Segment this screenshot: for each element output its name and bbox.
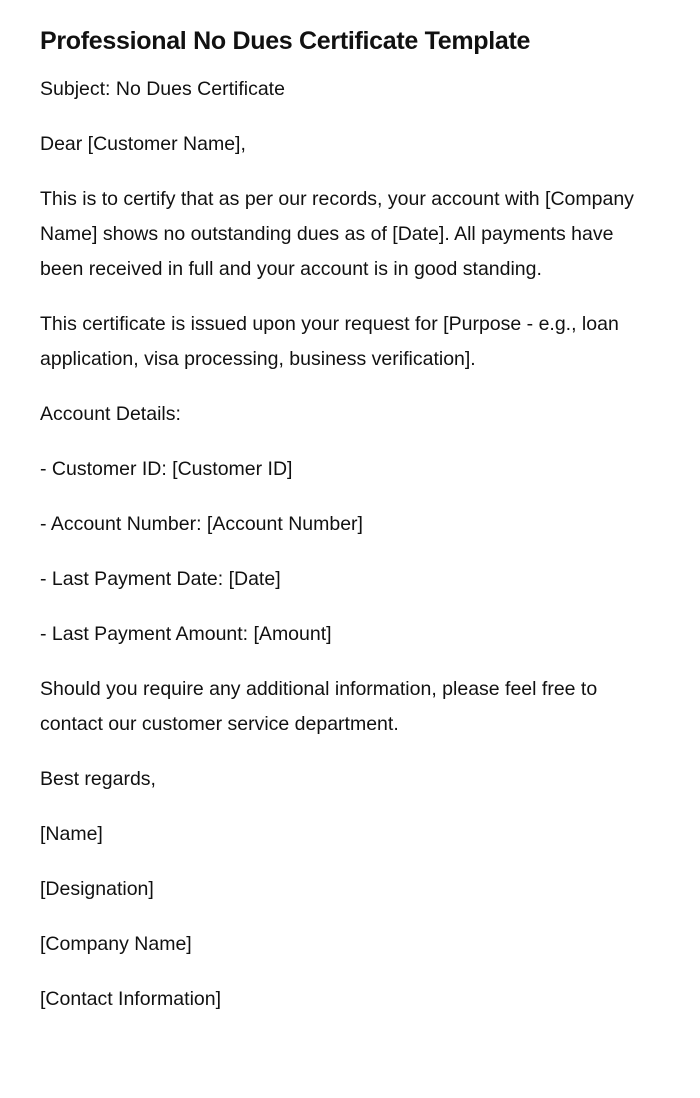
body-paragraph: Should you require any additional information, please feel free to contact our customer service department.	[40, 678, 598, 735]
subject-line: Subject: No Dues Certificate	[40, 78, 285, 100]
detail-item: - Last Payment Amount: [Amount]	[40, 623, 332, 645]
detail-item: - Customer ID: [Customer ID]	[40, 458, 293, 480]
document-title: Professional No Dues Certificate Template	[40, 27, 531, 55]
signature-designation: [Designation]	[40, 878, 154, 900]
detail-item: - Last Payment Date: [Date]	[40, 568, 281, 590]
body-paragraph: This certificate is issued upon your request for [Purpose - e.g., loan application, visa processing, business verification].	[40, 313, 619, 370]
signature-name: [Name]	[40, 823, 103, 845]
body-paragraph: This is to certify that as per our records, your account with [Company Name] shows no outstanding dues as of [Date]. All payments have been received in full and your account is in good standing.	[40, 188, 634, 280]
detail-item: - Account Number: [Account Number]	[40, 513, 363, 535]
account-details-heading: Account Details:	[40, 403, 181, 425]
signature-company: [Company Name]	[40, 933, 192, 955]
salutation: Dear [Customer Name],	[40, 133, 246, 155]
closing: Best regards,	[40, 768, 156, 790]
signature-contact: [Contact Information]	[40, 988, 222, 1010]
